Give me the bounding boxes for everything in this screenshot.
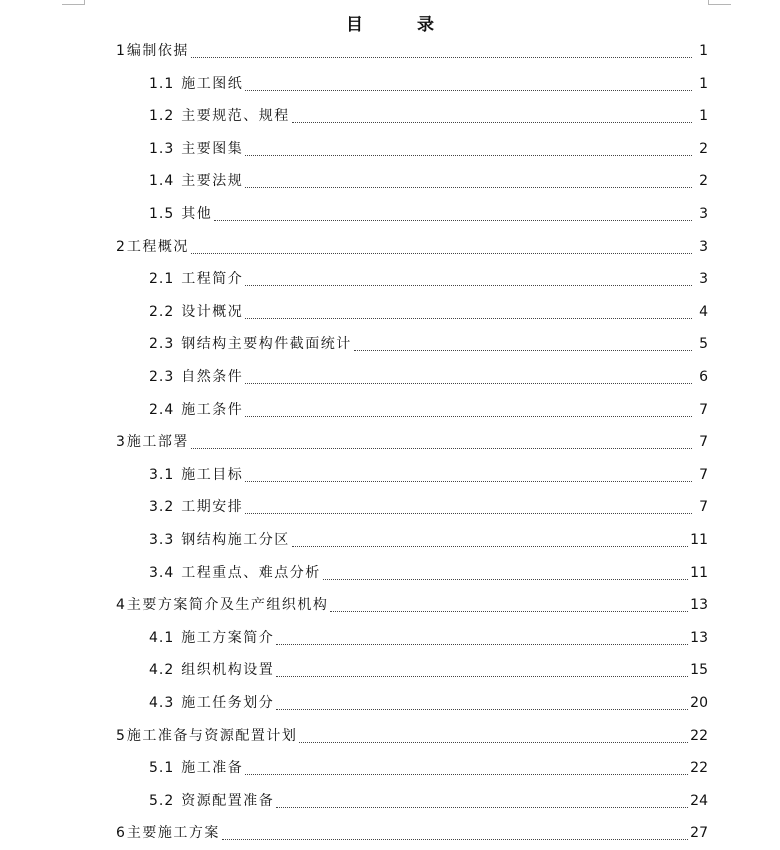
toc-entry-page-number: 4 <box>699 303 708 320</box>
toc-entry-number: 1.5 <box>149 206 175 222</box>
toc-entry-page-number: 22 <box>690 760 708 777</box>
toc-dot-leader <box>276 643 688 645</box>
toc-dot-leader <box>191 447 692 449</box>
toc-section-entry[interactable] <box>149 362 708 392</box>
page-corner-mark-right <box>708 0 731 5</box>
toc-section-entry[interactable] <box>149 623 708 653</box>
toc-entry-label: 施工任务划分 <box>181 695 275 711</box>
toc-dot-leader <box>292 121 692 123</box>
toc-entry-page-number: 22 <box>690 727 708 744</box>
toc-entry-number: 5.2 <box>149 792 175 809</box>
toc-entry-page-number: 3 <box>699 238 708 255</box>
toc-section-entry[interactable] <box>149 753 708 783</box>
toc-entry-page-number: 7 <box>699 401 708 418</box>
toc-chapter-entry[interactable] <box>116 232 708 262</box>
toc-entry-label: 施工图纸 <box>181 75 244 92</box>
toc-entry-number: 3.1 <box>149 466 175 483</box>
toc-entry-number: 2.3 <box>149 369 175 385</box>
toc-entry-page-number: 3 <box>699 206 708 222</box>
toc-entry-label: 主要方案简介及生产组织机构 <box>126 597 329 614</box>
toc-entry-page-number: 11 <box>690 532 708 548</box>
toc-entry-label: 资源配置准备 <box>181 792 275 809</box>
toc-entry-page-number: 7 <box>699 434 708 451</box>
toc-entry-label: 工程重点、难点分析 <box>181 564 321 581</box>
toc-entry-label: 施工目标 <box>181 466 244 483</box>
toc-entry-number: 2.4 <box>149 401 175 418</box>
toc-entry-page-number: 1 <box>699 75 708 92</box>
toc-entry-label: 施工条件 <box>181 401 244 418</box>
toc-entry-number: 2 <box>116 238 125 255</box>
toc-entry-number: 1 <box>116 43 125 59</box>
toc-entry-number: 4.3 <box>149 695 175 711</box>
toc-entry-number: 2.1 <box>149 271 175 288</box>
toc-entry-page-number: 15 <box>690 662 708 679</box>
toc-entry-label: 主要施工方案 <box>126 825 220 842</box>
toc-entry-number: 1.4 <box>149 173 175 190</box>
toc-entry-label: 工程简介 <box>181 271 244 288</box>
toc-entry-page-number: 1 <box>699 108 708 125</box>
toc-section-entry[interactable] <box>149 101 708 131</box>
toc-section-entry[interactable] <box>149 395 708 425</box>
toc-chapter-entry[interactable] <box>116 590 708 620</box>
toc-entry-label: 施工方案简介 <box>181 629 275 646</box>
toc-entry-number: 3.2 <box>149 499 175 516</box>
toc-section-entry[interactable] <box>149 297 708 327</box>
toc-entry-page-number: 3 <box>699 271 708 288</box>
toc-entry-label: 主要法规 <box>181 173 244 190</box>
toc-dot-leader <box>245 773 688 775</box>
toc-section-entry[interactable] <box>149 492 708 522</box>
toc-section-entry[interactable] <box>149 264 708 294</box>
toc-entry-number: 6 <box>116 825 125 842</box>
toc-dot-leader <box>330 610 688 612</box>
toc-entry-label: 主要规范、规程 <box>181 108 290 125</box>
toc-dot-leader <box>299 741 688 743</box>
toc-entry-page-number: 2 <box>699 173 708 190</box>
toc-entry-number: 3 <box>116 434 125 451</box>
toc-entry-label: 钢结构施工分区 <box>181 532 290 548</box>
toc-entry-label: 施工准备 <box>181 760 244 777</box>
toc-entry-page-number: 24 <box>690 792 708 809</box>
toc-entry-page-number: 13 <box>690 629 708 646</box>
toc-entry-label: 施工部署 <box>126 434 189 451</box>
toc-section-entry[interactable] <box>149 688 708 718</box>
toc-dot-leader <box>245 186 692 188</box>
toc-entry-label: 设计概况 <box>181 303 244 320</box>
toc-dot-leader <box>245 512 692 514</box>
page-corner-mark-left <box>62 0 85 5</box>
toc-entry-number: 1.1 <box>149 75 175 92</box>
toc-section-entry[interactable] <box>149 166 708 196</box>
toc-entry-label: 工程概况 <box>126 238 189 255</box>
toc-entry-page-number: 1 <box>699 43 708 59</box>
toc-section-entry[interactable] <box>149 558 708 588</box>
toc-entry-number: 2.3 <box>149 336 175 353</box>
toc-title: 目 录 <box>346 15 458 35</box>
toc-dot-leader <box>214 219 692 221</box>
toc-entry-page-number: 5 <box>699 336 708 353</box>
toc-dot-leader <box>245 382 692 384</box>
toc-section-entry[interactable] <box>149 134 708 164</box>
toc-entry-number: 2.2 <box>149 303 175 320</box>
toc-dot-leader <box>191 252 692 254</box>
toc-chapter-entry[interactable] <box>116 721 708 751</box>
toc-entry-label: 主要图集 <box>181 140 244 157</box>
toc-dot-leader <box>354 349 692 351</box>
toc-entry-number: 3.3 <box>149 532 175 548</box>
toc-entry-number: 5.1 <box>149 760 175 777</box>
toc-entry-label: 工期安排 <box>181 499 244 516</box>
toc-chapter-entry[interactable] <box>116 36 708 66</box>
toc-dot-leader <box>191 56 692 58</box>
toc-entry-label: 自然条件 <box>181 369 244 385</box>
toc-chapter-entry[interactable] <box>116 427 708 457</box>
toc-entry-page-number: 7 <box>699 466 708 483</box>
toc-entry-page-number: 20 <box>690 695 708 711</box>
toc-dot-leader <box>276 806 688 808</box>
toc-entry-number: 4 <box>116 597 125 614</box>
toc-entry-number: 4.2 <box>149 662 175 679</box>
toc-entry-number: 5 <box>116 727 125 744</box>
toc-section-entry[interactable] <box>149 655 708 685</box>
toc-entry-label: 编制依据 <box>126 43 189 59</box>
toc-section-entry[interactable] <box>149 786 708 816</box>
toc-dot-leader <box>245 415 692 417</box>
toc-section-entry[interactable] <box>149 69 708 99</box>
toc-entry-label: 钢结构主要构件截面统计 <box>181 336 352 353</box>
toc-entry-page-number: 6 <box>699 369 708 385</box>
toc-section-entry[interactable] <box>149 329 708 359</box>
toc-entry-number: 4.1 <box>149 629 175 646</box>
toc-dot-leader <box>222 838 688 840</box>
toc-dot-leader <box>245 480 692 482</box>
toc-entry-label: 组织机构设置 <box>181 662 275 679</box>
toc-chapter-entry[interactable] <box>116 818 708 848</box>
toc-entry-number: 3.4 <box>149 564 175 581</box>
toc-entry-page-number: 7 <box>699 499 708 516</box>
toc-section-entry[interactable] <box>149 525 708 555</box>
toc-entry-number: 1.2 <box>149 108 175 125</box>
toc-dot-leader <box>292 545 688 547</box>
toc-entry-number: 1.3 <box>149 140 175 157</box>
toc-dot-leader <box>245 317 692 319</box>
toc-entry-page-number: 2 <box>699 140 708 157</box>
toc-entry-page-number: 27 <box>690 825 708 842</box>
toc-entry-page-number: 11 <box>690 564 708 581</box>
toc-dot-leader <box>323 578 688 580</box>
toc-entry-label: 其他 <box>181 206 213 222</box>
toc-entry-label: 施工准备与资源配置计划 <box>126 727 298 744</box>
toc-entry-page-number: 13 <box>690 597 708 614</box>
toc-dot-leader <box>245 154 692 156</box>
toc-dot-leader <box>276 708 688 710</box>
toc-dot-leader <box>245 89 692 91</box>
toc-dot-leader <box>245 284 692 286</box>
toc-section-entry[interactable] <box>149 199 708 229</box>
toc-section-entry[interactable] <box>149 460 708 490</box>
toc-dot-leader <box>276 675 688 677</box>
